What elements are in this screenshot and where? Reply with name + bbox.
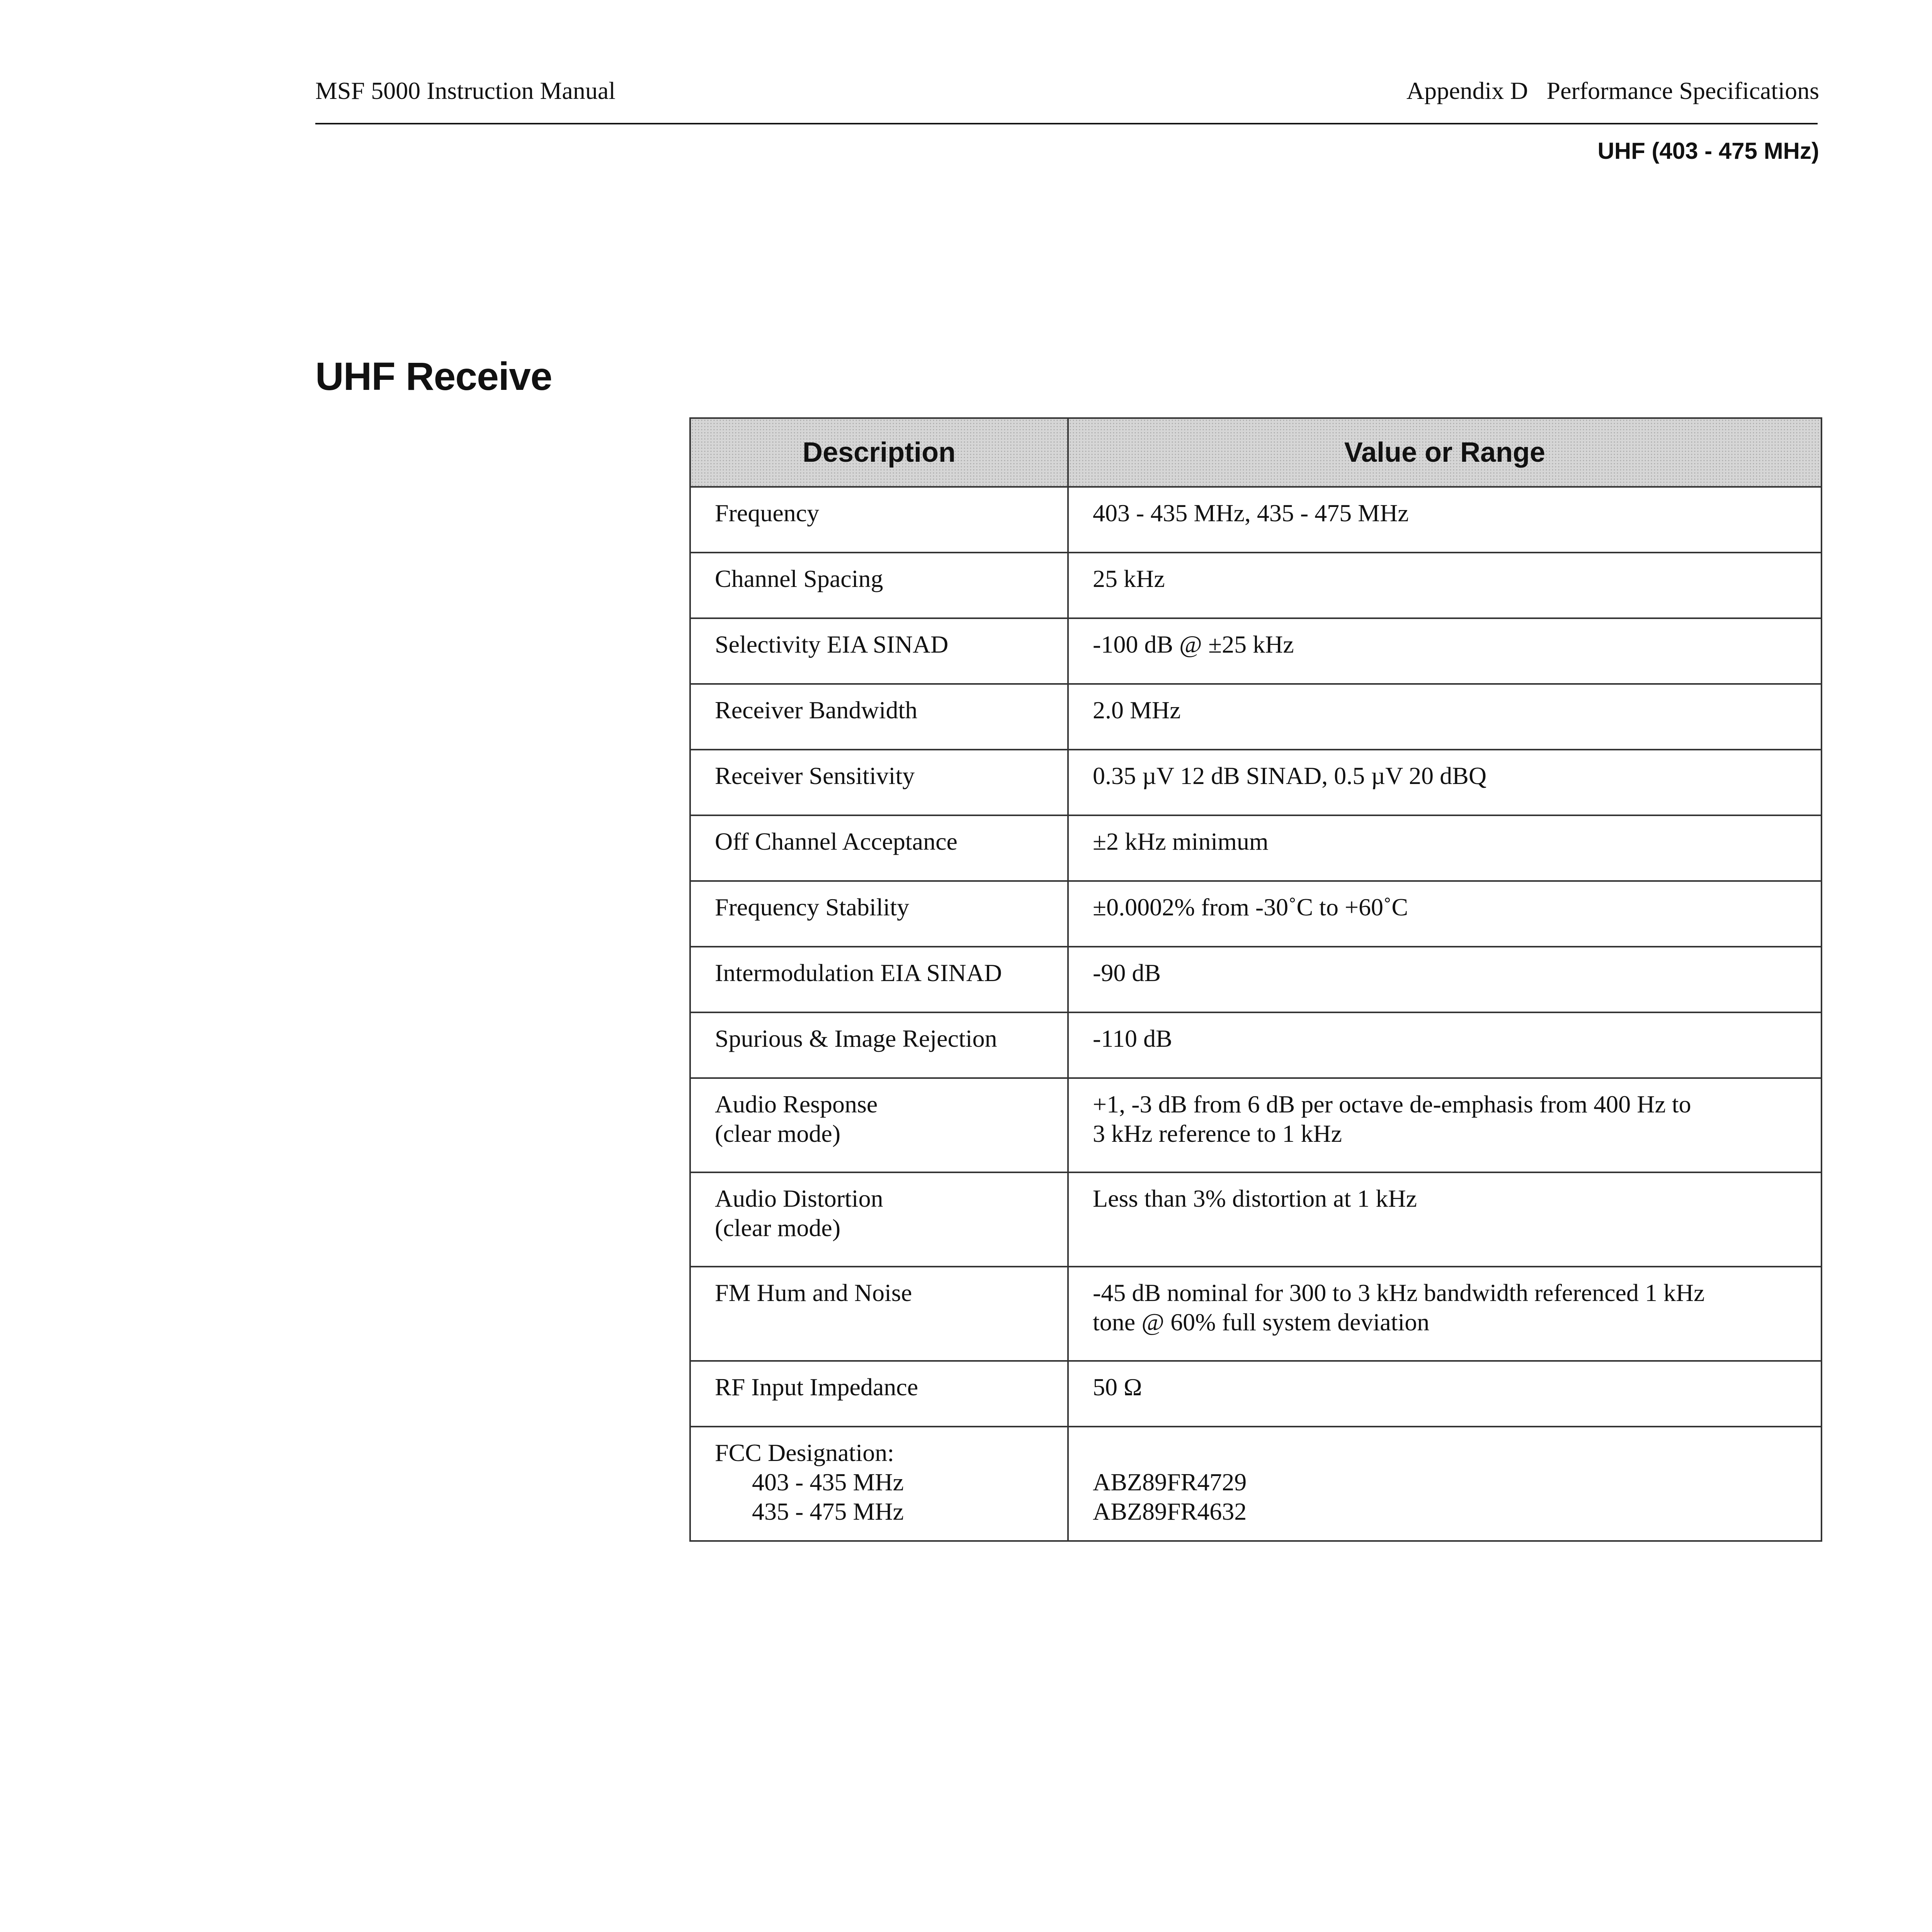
section-path: Appendix D Performance Specifications [1406,77,1819,104]
description-cell [690,487,1068,553]
description-cell [690,1012,1068,1078]
description-text: RF Input Impedance [715,1373,918,1401]
column-header-description: Description [690,418,1068,487]
description-text: Channel Spacing [715,565,883,592]
table-row [690,1427,1821,1541]
table-row [690,1361,1821,1427]
description-cell [690,1361,1068,1427]
table-row [690,1172,1821,1267]
description-text: (clear mode) [715,1120,841,1147]
description-cell [690,947,1068,1012]
table-row [690,487,1821,553]
table-header-row [690,418,1821,487]
value-text [1093,1438,1821,1468]
value-cell [1068,1427,1821,1541]
value-text: -45 dB nominal for 300 to 3 kHz bandwidth referenced 1 kHz [1093,1279,1705,1306]
value-cell [1068,1361,1821,1427]
section-title: UHF Receive [315,354,552,398]
manual-title: MSF 5000 Instruction Manual [315,77,616,104]
value-cell [1068,947,1821,1012]
value-text: 3 kHz reference to 1 kHz [1093,1120,1342,1147]
table-row [690,750,1821,815]
description-text: (clear mode) [715,1214,841,1242]
value-text: -100 dB @ ±25 kHz [1093,631,1294,658]
value-text: +1, -3 dB from 6 dB per octave de-emphasis from 400 Hz to [1093,1090,1691,1118]
description-text: Frequency Stability [715,893,910,921]
value-text: 0.35 µV 12 dB SINAD, 0.5 µV 20 dBQ [1093,762,1487,789]
description-text: Audio Distortion [715,1185,883,1212]
value-cell [1068,1172,1821,1267]
description-text: Selectivity EIA SINAD [715,631,949,658]
value-cell [1068,815,1821,881]
description-text: 403 - 435 MHz [752,1468,904,1496]
description-cell [690,553,1068,618]
table-row [690,1267,1821,1361]
column-header-value: Value or Range [1068,418,1821,487]
table-row [690,684,1821,750]
table-row [690,815,1821,881]
value-text: ±2 kHz minimum [1093,828,1269,855]
value-text: 2.0 MHz [1093,696,1181,724]
table-row [690,618,1821,684]
description-text: FCC Designation: [715,1439,895,1466]
description-cell [690,1427,1068,1541]
value-cell [1068,553,1821,618]
description-text: Off Channel Acceptance [715,828,957,855]
description-cell [690,815,1068,881]
description-cell [690,684,1068,750]
value-cell [1068,487,1821,553]
spec-table [689,417,1822,1542]
value-cell [1068,1078,1821,1172]
description-text: Audio Response [715,1090,878,1118]
description-cell [690,750,1068,815]
description-text: Intermodulation EIA SINAD [715,959,1002,986]
value-text: 50 Ω [1093,1373,1142,1401]
value-cell [1068,881,1821,947]
table-body [690,487,1821,1541]
value-cell [1068,1267,1821,1361]
table-row [690,1012,1821,1078]
table-row [690,947,1821,1012]
value-text: Less than 3% distortion at 1 kHz [1093,1185,1417,1212]
description-text: Receiver Bandwidth [715,696,918,724]
table-row [690,553,1821,618]
description-text: Frequency [715,499,820,527]
value-cell [1068,618,1821,684]
description-text: FM Hum and Noise [715,1279,912,1306]
value-cell [1068,1012,1821,1078]
value-cell [1068,750,1821,815]
value-text: tone @ 60% full system deviation [1093,1308,1430,1336]
table-row [690,881,1821,947]
value-text: ABZ89FR4632 [1093,1498,1247,1525]
description-text: Spurious & Image Rejection [715,1025,997,1052]
description-cell [690,1078,1068,1172]
description-cell [690,1267,1068,1361]
value-text: 25 kHz [1093,565,1165,592]
value-text: -90 dB [1093,959,1161,986]
value-text: ABZ89FR4729 [1093,1468,1247,1496]
description-text: 435 - 475 MHz [752,1498,904,1525]
header-rule [315,123,1818,124]
description-cell [690,618,1068,684]
description-cell [690,1172,1068,1267]
band-label: UHF (403 - 475 MHz) [1597,138,1819,164]
value-text: -110 dB [1093,1025,1172,1052]
table-row [690,1078,1821,1172]
description-text: Receiver Sensitivity [715,762,915,789]
value-text: ±0.0002% from -30˚C to +60˚C [1093,893,1408,921]
value-cell [1068,684,1821,750]
value-text: 403 - 435 MHz, 435 - 475 MHz [1093,499,1409,527]
description-cell [690,881,1068,947]
